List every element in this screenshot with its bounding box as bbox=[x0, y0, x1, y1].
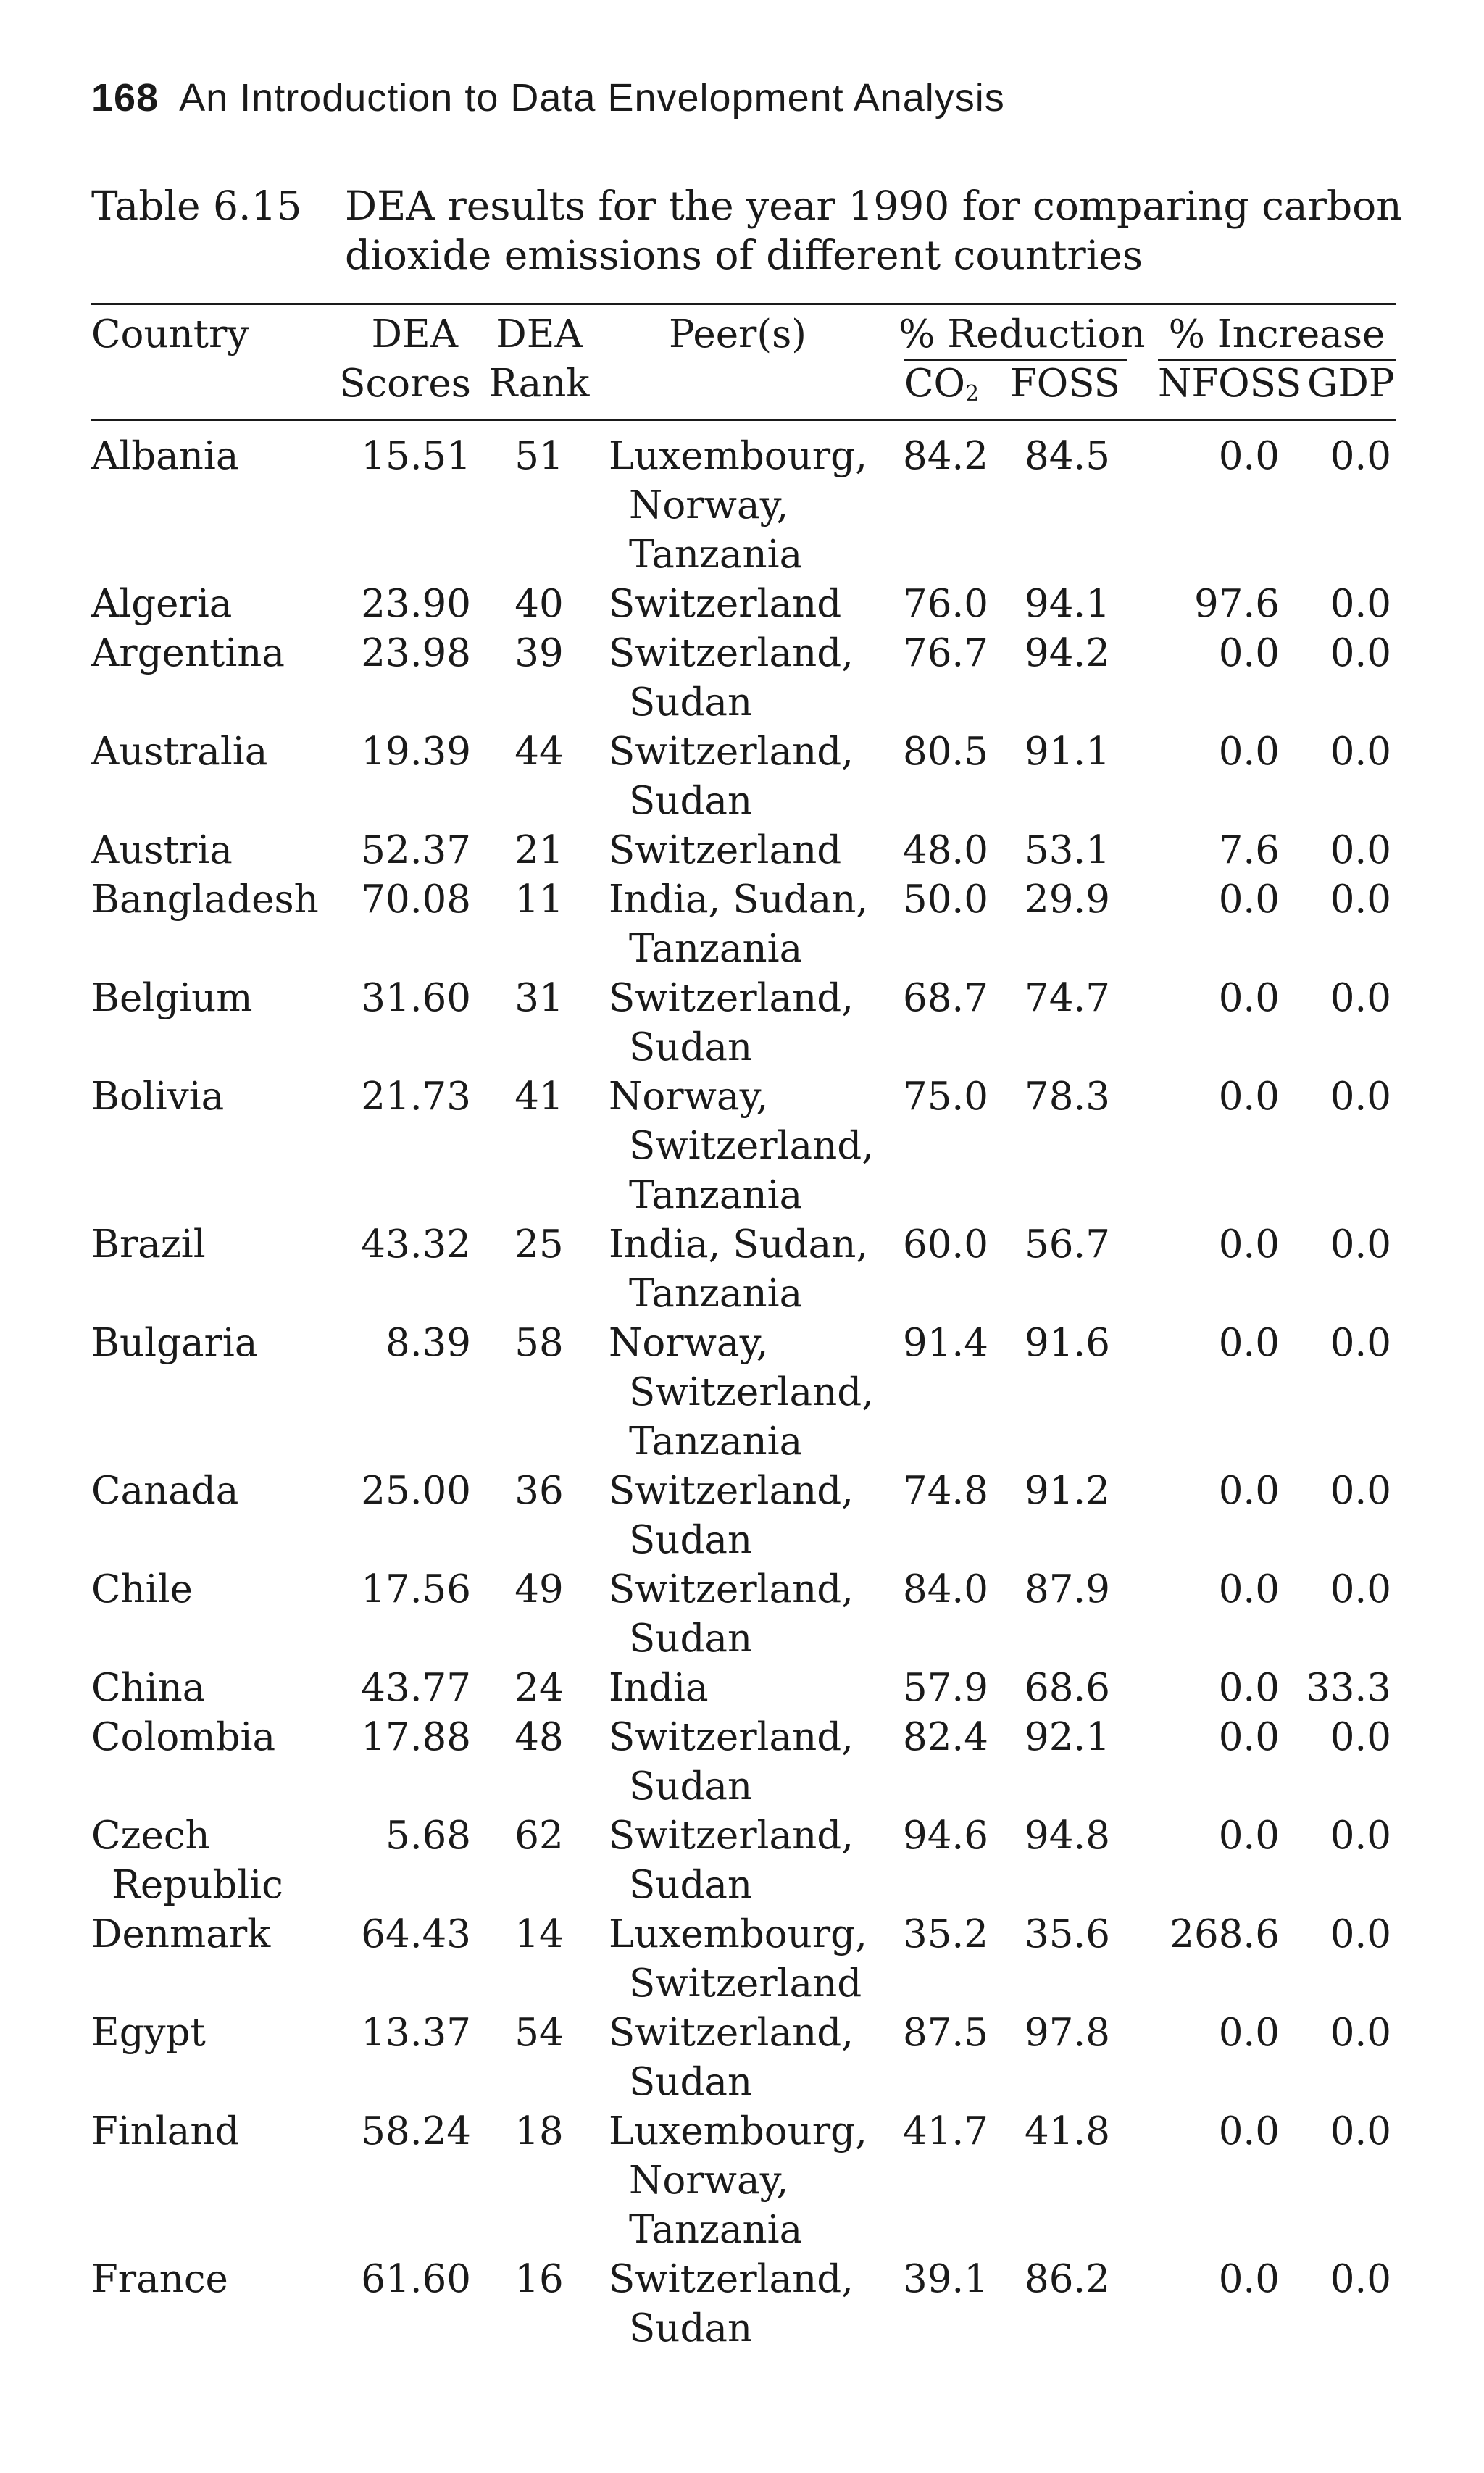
table-label: Table 6.15 bbox=[91, 183, 302, 229]
cell-nfoss-increase: 0.0 bbox=[1218, 631, 1280, 675]
cell-peers: Sudan bbox=[629, 1617, 753, 1661]
cell-foss-reduction: 29.9 bbox=[1024, 877, 1110, 922]
cell-foss-reduction: 92.1 bbox=[1024, 1715, 1110, 1759]
cell-gdp-increase: 0.0 bbox=[1330, 2011, 1391, 2055]
cell-dea-rank: 16 bbox=[514, 2257, 564, 2301]
cell-country: Egypt bbox=[91, 2011, 206, 2055]
cell-foss-reduction: 86.2 bbox=[1024, 2257, 1110, 2301]
cell-country: Brazil bbox=[91, 1222, 206, 1267]
header-increase: % Increase bbox=[1168, 312, 1385, 356]
header-reduction: % Reduction bbox=[899, 312, 1146, 356]
cell-nfoss-increase: 0.0 bbox=[1218, 976, 1280, 1020]
cell-nfoss-increase: 0.0 bbox=[1218, 2011, 1280, 2055]
cell-country: Albania bbox=[91, 434, 239, 478]
cell-gdp-increase: 0.0 bbox=[1330, 1222, 1391, 1267]
cell-gdp-increase: 0.0 bbox=[1330, 1715, 1391, 1759]
cell-peers: India, Sudan, bbox=[609, 1222, 869, 1267]
cell-dea-rank: 41 bbox=[514, 1075, 564, 1119]
cell-dea-score: 15.51 bbox=[361, 434, 471, 478]
cell-dea-rank: 44 bbox=[514, 730, 564, 774]
cell-nfoss-increase: 268.6 bbox=[1170, 1912, 1280, 1956]
cell-gdp-increase: 0.0 bbox=[1330, 1469, 1391, 1513]
cell-nfoss-increase: 0.0 bbox=[1218, 1469, 1280, 1513]
cell-dea-rank: 31 bbox=[514, 976, 564, 1020]
cell-dea-score: 31.60 bbox=[361, 976, 471, 1020]
cell-peers: Sudan bbox=[629, 1025, 753, 1069]
cell-peers: Switzerland, bbox=[609, 1469, 854, 1513]
cell-co2-reduction: 80.5 bbox=[902, 730, 988, 774]
header-dea-scores-line1: DEA bbox=[371, 312, 458, 356]
cell-co2-reduction: 75.0 bbox=[902, 1075, 988, 1119]
cell-nfoss-increase: 0.0 bbox=[1218, 2257, 1280, 2301]
cell-co2-reduction: 87.5 bbox=[902, 2011, 988, 2055]
cell-nfoss-increase: 0.0 bbox=[1218, 1715, 1280, 1759]
cell-peers: Sudan bbox=[629, 680, 753, 725]
cell-co2-reduction: 68.7 bbox=[902, 976, 988, 1020]
cell-country: Austria bbox=[91, 828, 233, 872]
cell-peers: Switzerland bbox=[609, 828, 842, 872]
cell-peers: Sudan bbox=[629, 2306, 753, 2351]
cell-dea-rank: 21 bbox=[514, 828, 564, 872]
cell-country: Finland bbox=[91, 2109, 240, 2153]
cell-gdp-increase: 33.3 bbox=[1305, 1666, 1391, 1710]
cell-peers: Sudan bbox=[629, 1518, 753, 1562]
cell-dea-rank: 39 bbox=[514, 631, 564, 675]
cell-gdp-increase: 0.0 bbox=[1330, 976, 1391, 1020]
cell-dea-rank: 18 bbox=[514, 2109, 564, 2153]
cell-country: Belgium bbox=[91, 976, 253, 1020]
cell-gdp-increase: 0.0 bbox=[1330, 1321, 1391, 1365]
cell-co2-reduction: 35.2 bbox=[902, 1912, 988, 1956]
cell-peers: Tanzania bbox=[629, 533, 803, 577]
cell-foss-reduction: 87.9 bbox=[1024, 1567, 1110, 1611]
cell-peers: Switzerland, bbox=[609, 2011, 854, 2055]
header-dea-rank-line1: DEA bbox=[496, 312, 583, 356]
cell-country: Argentina bbox=[91, 631, 285, 675]
cell-nfoss-increase: 0.0 bbox=[1218, 1666, 1280, 1710]
cell-peers: Switzerland, bbox=[629, 1124, 875, 1168]
cell-country: Bolivia bbox=[91, 1075, 225, 1119]
cell-co2-reduction: 82.4 bbox=[902, 1715, 988, 1759]
cell-country: Algeria bbox=[91, 582, 233, 626]
cell-country: Australia bbox=[91, 730, 268, 774]
cell-dea-rank: 36 bbox=[514, 1469, 564, 1513]
cell-peers: Switzerland bbox=[609, 582, 842, 626]
cell-foss-reduction: 74.7 bbox=[1024, 976, 1110, 1020]
page-number: 168 bbox=[91, 76, 159, 120]
cell-nfoss-increase: 0.0 bbox=[1218, 877, 1280, 922]
cell-peers: Norway, bbox=[609, 1075, 769, 1119]
cell-foss-reduction: 78.3 bbox=[1024, 1075, 1110, 1119]
cell-gdp-increase: 0.0 bbox=[1330, 877, 1391, 922]
cell-foss-reduction: 91.6 bbox=[1024, 1321, 1110, 1365]
cell-dea-score: 43.77 bbox=[361, 1666, 471, 1710]
cell-foss-reduction: 35.6 bbox=[1024, 1912, 1110, 1956]
cell-peers: India bbox=[609, 1666, 709, 1710]
cell-peers: Switzerland bbox=[629, 1961, 862, 2006]
cell-dea-rank: 49 bbox=[514, 1567, 564, 1611]
cell-peers: Switzerland, bbox=[609, 631, 854, 675]
cell-gdp-increase: 0.0 bbox=[1330, 730, 1391, 774]
cell-nfoss-increase: 0.0 bbox=[1218, 1567, 1280, 1611]
cell-co2-reduction: 41.7 bbox=[902, 2109, 988, 2153]
cell-peers: Switzerland, bbox=[609, 976, 854, 1020]
cell-dea-rank: 14 bbox=[514, 1912, 564, 1956]
cell-foss-reduction: 84.5 bbox=[1024, 434, 1110, 478]
cell-dea-score: 61.60 bbox=[361, 2257, 471, 2301]
cell-dea-rank: 54 bbox=[514, 2011, 564, 2055]
cell-foss-reduction: 94.8 bbox=[1024, 1814, 1110, 1858]
cell-dea-score: 43.32 bbox=[361, 1222, 471, 1267]
running-title: An Introduction to Data Envelopment Analysis bbox=[179, 76, 1005, 120]
cell-dea-rank: 48 bbox=[514, 1715, 564, 1759]
cell-nfoss-increase: 0.0 bbox=[1218, 1814, 1280, 1858]
cell-dea-rank: 25 bbox=[514, 1222, 564, 1267]
header-country: Country bbox=[91, 312, 249, 356]
cell-co2-reduction: 76.0 bbox=[902, 582, 988, 626]
cell-peers: Tanzania bbox=[629, 1272, 803, 1316]
cell-dea-score: 70.08 bbox=[361, 877, 471, 922]
cell-co2-reduction: 50.0 bbox=[902, 877, 988, 922]
cell-nfoss-increase: 0.0 bbox=[1218, 1321, 1280, 1365]
cell-country: France bbox=[91, 2257, 228, 2301]
cell-nfoss-increase: 0.0 bbox=[1218, 434, 1280, 478]
cell-nfoss-increase: 97.6 bbox=[1193, 582, 1280, 626]
cell-country: Bulgaria bbox=[91, 1321, 258, 1365]
cell-dea-rank: 11 bbox=[514, 877, 564, 922]
cell-gdp-increase: 0.0 bbox=[1330, 828, 1391, 872]
cell-peers: Switzerland, bbox=[609, 1567, 854, 1611]
cell-gdp-increase: 0.0 bbox=[1330, 2109, 1391, 2153]
cell-peers: Luxembourg, bbox=[609, 434, 867, 478]
cell-peers: Switzerland, bbox=[629, 1370, 875, 1414]
cell-gdp-increase: 0.0 bbox=[1330, 1075, 1391, 1119]
cell-peers: Sudan bbox=[629, 2060, 753, 2104]
cell-peers: Norway, bbox=[629, 483, 789, 527]
cell-gdp-increase: 0.0 bbox=[1330, 1814, 1391, 1858]
cell-nfoss-increase: 0.0 bbox=[1218, 1222, 1280, 1267]
cell-country: Czech bbox=[91, 1814, 210, 1858]
cell-foss-reduction: 56.7 bbox=[1024, 1222, 1110, 1267]
cell-foss-reduction: 53.1 bbox=[1024, 828, 1110, 872]
header-peers: Peer(s) bbox=[669, 312, 806, 356]
cell-peers: Norway, bbox=[609, 1321, 769, 1365]
cell-dea-rank: 51 bbox=[514, 434, 564, 478]
header-nfoss: NFOSS bbox=[1158, 362, 1302, 406]
cell-dea-rank: 24 bbox=[514, 1666, 564, 1710]
cell-peers: Luxembourg, bbox=[609, 1912, 867, 1956]
cell-peers: India, Sudan, bbox=[609, 877, 869, 922]
cell-peers: Switzerland, bbox=[609, 1715, 854, 1759]
cell-co2-reduction: 94.6 bbox=[902, 1814, 988, 1858]
cell-dea-score: 58.24 bbox=[361, 2109, 471, 2153]
cell-nfoss-increase: 0.0 bbox=[1218, 1075, 1280, 1119]
cell-dea-score: 23.98 bbox=[361, 631, 471, 675]
cell-gdp-increase: 0.0 bbox=[1330, 2257, 1391, 2301]
cell-dea-score: 23.90 bbox=[361, 582, 471, 626]
cell-country: China bbox=[91, 1666, 206, 1710]
cell-co2-reduction: 48.0 bbox=[902, 828, 988, 872]
header-co2-subscript: 2 bbox=[965, 381, 980, 406]
cell-co2-reduction: 39.1 bbox=[902, 2257, 988, 2301]
cell-dea-rank: 62 bbox=[514, 1814, 564, 1858]
cell-peers: Switzerland, bbox=[609, 1814, 854, 1858]
cell-foss-reduction: 68.6 bbox=[1024, 1666, 1110, 1710]
cell-dea-score: 17.56 bbox=[361, 1567, 471, 1611]
cell-nfoss-increase: 0.0 bbox=[1218, 2109, 1280, 2153]
cell-peers: Norway, bbox=[629, 2159, 789, 2203]
cell-peers: Sudan bbox=[629, 779, 753, 823]
cell-dea-score: 25.00 bbox=[361, 1469, 471, 1513]
cell-foss-reduction: 91.2 bbox=[1024, 1469, 1110, 1513]
cell-peers: Luxembourg, bbox=[609, 2109, 867, 2153]
header-foss: FOSS bbox=[1010, 362, 1120, 406]
cell-nfoss-increase: 0.0 bbox=[1218, 730, 1280, 774]
cell-dea-score: 64.43 bbox=[361, 1912, 471, 1956]
cell-peers: Tanzania bbox=[629, 2208, 803, 2252]
cell-dea-score: 19.39 bbox=[361, 730, 471, 774]
cell-gdp-increase: 0.0 bbox=[1330, 1912, 1391, 1956]
cell-foss-reduction: 94.1 bbox=[1024, 582, 1110, 626]
cell-peers: Switzerland, bbox=[609, 730, 854, 774]
cell-gdp-increase: 0.0 bbox=[1330, 631, 1391, 675]
cell-foss-reduction: 91.1 bbox=[1024, 730, 1110, 774]
cell-peers: Tanzania bbox=[629, 1419, 803, 1464]
cell-country: Denmark bbox=[91, 1912, 271, 1956]
header-dea-rank-line2: Rank bbox=[488, 362, 590, 406]
cell-country: Republic bbox=[112, 1863, 283, 1907]
cell-gdp-increase: 0.0 bbox=[1330, 582, 1391, 626]
cell-country: Canada bbox=[91, 1469, 239, 1513]
cell-country: Bangladesh bbox=[91, 877, 319, 922]
cell-co2-reduction: 74.8 bbox=[902, 1469, 988, 1513]
cell-co2-reduction: 84.2 bbox=[902, 434, 988, 478]
cell-foss-reduction: 41.8 bbox=[1024, 2109, 1110, 2153]
header-dea-scores-line2: Scores bbox=[339, 362, 471, 406]
cell-co2-reduction: 91.4 bbox=[902, 1321, 988, 1365]
cell-foss-reduction: 97.8 bbox=[1024, 2011, 1110, 2055]
cell-co2-reduction: 60.0 bbox=[902, 1222, 988, 1267]
cell-dea-score: 52.37 bbox=[361, 828, 471, 872]
cell-co2-reduction: 76.7 bbox=[902, 631, 988, 675]
cell-gdp-increase: 0.0 bbox=[1330, 434, 1391, 478]
header-gdp: GDP bbox=[1307, 362, 1395, 406]
cell-nfoss-increase: 7.6 bbox=[1218, 828, 1280, 872]
cell-country: Colombia bbox=[91, 1715, 276, 1759]
cell-peers: Tanzania bbox=[629, 1173, 803, 1217]
cell-dea-score: 17.88 bbox=[361, 1715, 471, 1759]
cell-peers: Sudan bbox=[629, 1863, 753, 1907]
cell-peers: Sudan bbox=[629, 1764, 753, 1809]
cell-dea-score: 21.73 bbox=[361, 1075, 471, 1119]
cell-peers: Tanzania bbox=[629, 927, 803, 971]
cell-dea-rank: 58 bbox=[514, 1321, 564, 1365]
cell-co2-reduction: 57.9 bbox=[902, 1666, 988, 1710]
table-caption-text: DEA results for the year 1990 for comparing carbon dioxide emissions of different countries bbox=[345, 183, 1402, 278]
cell-peers: Switzerland, bbox=[609, 2257, 854, 2301]
cell-gdp-increase: 0.0 bbox=[1330, 1567, 1391, 1611]
cell-dea-score: 13.37 bbox=[361, 2011, 471, 2055]
cell-country: Chile bbox=[91, 1567, 193, 1611]
cell-foss-reduction: 94.2 bbox=[1024, 631, 1110, 675]
cell-dea-score: 8.39 bbox=[385, 1321, 471, 1365]
cell-dea-rank: 40 bbox=[514, 582, 564, 626]
cell-dea-score: 5.68 bbox=[385, 1814, 471, 1858]
header-co2-text: CO bbox=[904, 362, 966, 406]
cell-co2-reduction: 84.0 bbox=[902, 1567, 988, 1611]
